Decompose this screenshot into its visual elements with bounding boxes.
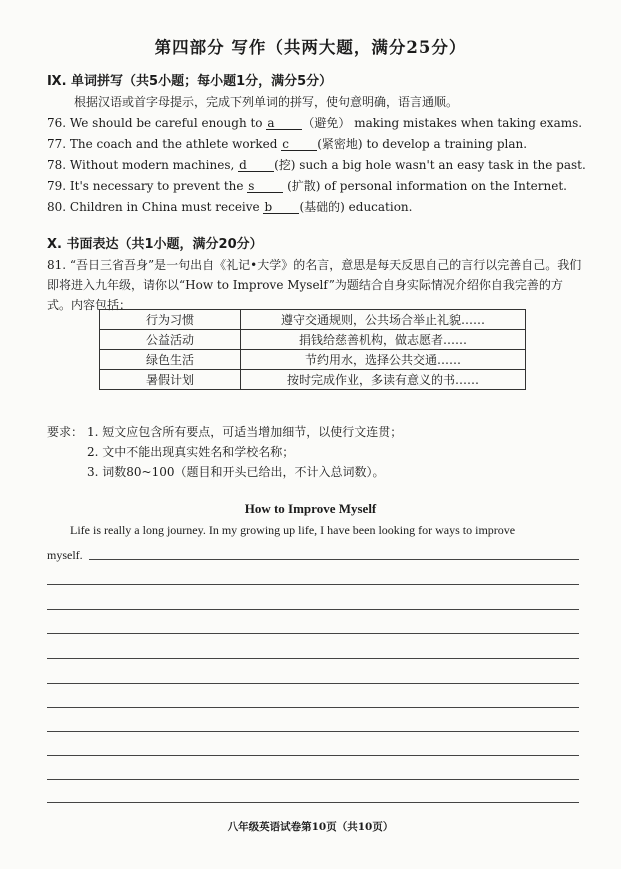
section9-heading: Ⅸ. 单词拼写（共5小题；每小题1分，满分5分） — [47, 74, 333, 89]
section10-heading: Ⅹ. 书面表达（共1小题，满分20分） — [47, 237, 263, 252]
table-row — [100, 330, 526, 350]
table-cell-category: 公益活动 — [100, 330, 241, 350]
item-text: of personal information on the Internet. — [320, 179, 567, 193]
writing-line[interactable] — [47, 707, 579, 708]
writing-line[interactable] — [47, 633, 579, 634]
answer-blank[interactable]: s — [247, 179, 283, 193]
item-text: 77. The coach and the athlete worked — [47, 137, 282, 151]
writing-prompt: 81. “吾日三省吾身”是一句出自《礼记•大学》的名言，意思是每天反思自己的言行以完善自己。我们即将进入九年级，请你以“How to Improve Myself”为题结合自身实际情况介绍你自我完善的方式。内容包括： — [47, 258, 582, 312]
item-hint: (挖) — [274, 158, 296, 172]
essay-opening: Life is really a long journey. In my growing up life, I have been looking for ways to improve — [70, 523, 516, 537]
page-footer: 八年级英语试卷第10页（共10页） — [227, 821, 394, 833]
table-cell-category: 行为习惯 — [100, 310, 241, 330]
table-cell-category: 暑假计划 — [100, 370, 241, 390]
item-hint: (扩散) — [283, 179, 321, 193]
table-cell-content: 捐钱给慈善机构，做志愿者…… — [241, 330, 526, 350]
essay-title: How to Improve Myself — [244, 501, 377, 516]
requirement-3: 3. 词数80~100（题目和开头已给出，不计入总词数）。 — [87, 465, 385, 479]
table-cell-content: 按时完成作业，多读有意义的书…… — [241, 370, 526, 390]
spelling-item — [47, 177, 567, 194]
writing-line[interactable] — [47, 683, 579, 684]
section9-instruction: 根据汉语或首字母提示，完成下列单词的拼写，使句意明确，语言通顺。 — [74, 95, 459, 109]
writing-line[interactable] — [47, 779, 579, 780]
requirement-1: 1. 短文应包含所有要点，可适当增加细节，以使行文连贯； — [87, 425, 403, 439]
table-cell-category: 绿色生活 — [100, 350, 241, 370]
writing-line[interactable] — [47, 731, 579, 732]
item-text: such a big hole wasn't an easy task in the past. — [295, 158, 586, 172]
item-text: 80. Children in China must receive — [47, 200, 264, 214]
item-text: making mistakes when taking exams. — [350, 116, 583, 130]
answer-blank[interactable]: c — [281, 137, 317, 151]
writing-line[interactable] — [89, 559, 579, 560]
requirement-2: 2. 文中不能出现真实姓名和学校名称； — [87, 445, 295, 459]
table-cell-content: 遵守交通规则，公共场合举止礼貌…… — [241, 310, 526, 330]
spelling-item — [47, 198, 412, 215]
table-cell-content: 节约用水，选择公共交通…… — [241, 350, 526, 370]
content-table — [99, 309, 526, 390]
part-title: 第四部分 写作（共两大题，满分25分） — [154, 38, 467, 57]
writing-line[interactable] — [47, 755, 579, 756]
spelling-item — [47, 156, 586, 173]
writing-line[interactable] — [47, 609, 579, 610]
item-hint: (基础的) — [299, 200, 345, 214]
table-row — [100, 350, 526, 370]
table-row — [100, 310, 526, 330]
requirements-label: 要求： — [47, 425, 84, 439]
item-text: 79. It's necessary to prevent the — [47, 179, 248, 193]
item-text: 78. Without modern machines, — [47, 158, 239, 172]
item-text: education. — [344, 200, 413, 214]
item-text: to develop a training plan. — [362, 137, 528, 151]
essay-opening-cont: myself. — [47, 548, 83, 562]
table-row — [100, 370, 526, 390]
item-text: 76. We should be careful enough to — [47, 116, 267, 130]
writing-line[interactable] — [47, 584, 579, 585]
spelling-item — [47, 135, 527, 152]
writing-line[interactable] — [47, 658, 579, 659]
item-hint: （避免） — [302, 116, 351, 130]
item-hint: (紧密地) — [317, 137, 363, 151]
answer-blank[interactable]: b — [263, 200, 299, 214]
answer-blank[interactable]: d — [238, 158, 274, 172]
spelling-item — [47, 114, 582, 131]
answer-blank[interactable]: a — [266, 116, 302, 130]
writing-line[interactable] — [47, 802, 579, 803]
